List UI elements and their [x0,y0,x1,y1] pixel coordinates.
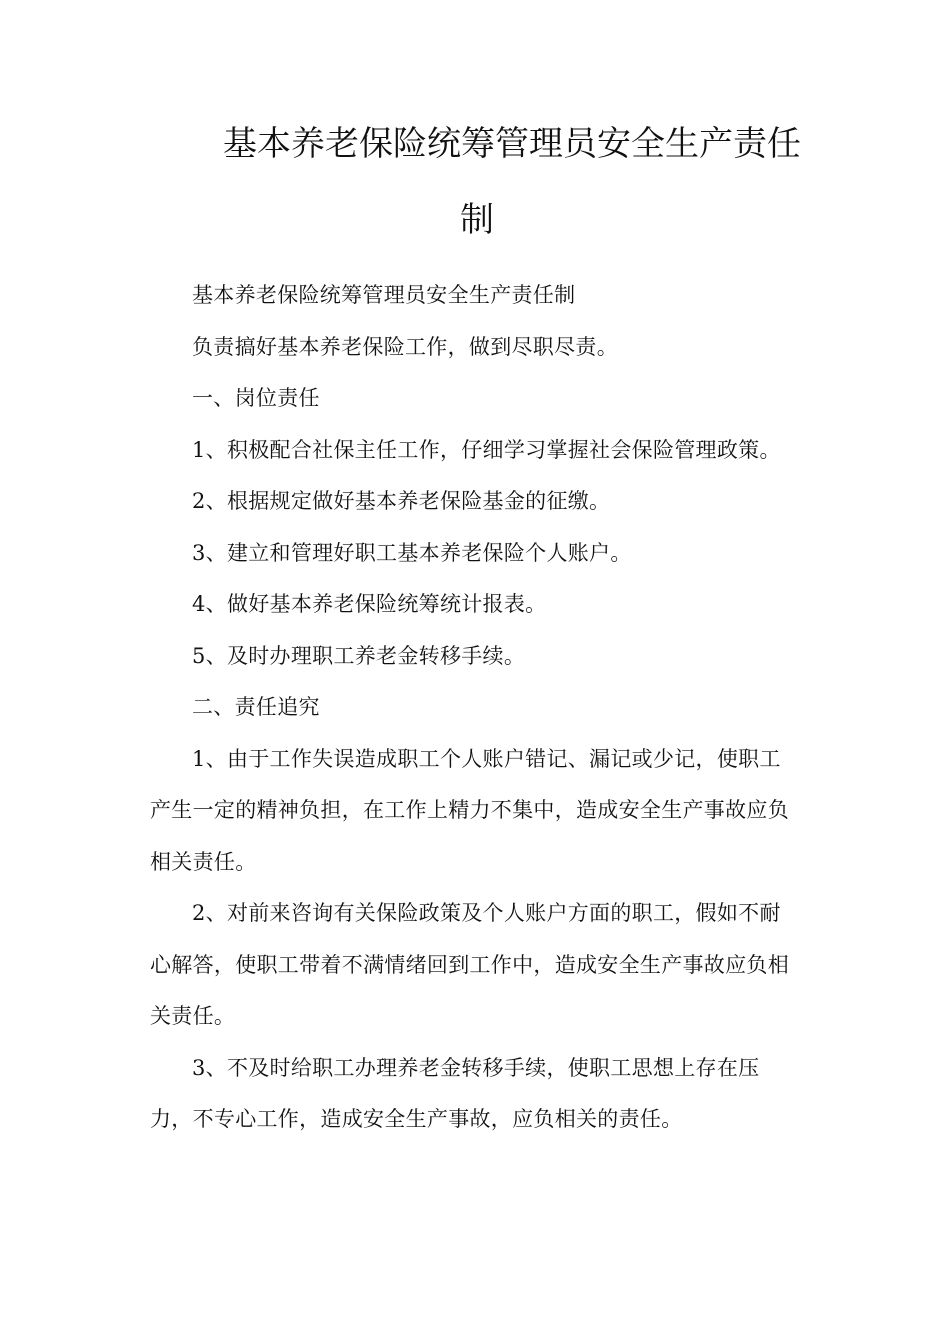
accountability-item: 3、不及时给职工办理养老金转移手续，使职工思想上存在压力，不专心工作，造成安全生产事故，应负相关的责任。 [150,1055,760,1131]
duty-item: 4、做好基本养老保险统筹统计报表。 [192,592,547,616]
paragraph-intro: 负责搞好基本养老保险工作，做到尽职尽责。 [192,334,618,359]
section-heading-duties: 一、岗位责任 [192,386,320,410]
duty-item: 5、及时办理职工养老金转移手续。 [192,643,526,668]
accountability-item: 2、对前来咨询有关保险政策及个人账户方面的职工，假如不耐心解答，使职工带着不满情绪回到工作中，造成安全生产事故应负相关责任。 [150,901,789,1028]
duty-item: 1、积极配合社保主任工作，仔细学习掌握社会保险管理政策。 [192,437,781,462]
accountability-item: 1、由于工作失误造成职工个人账户错记、漏记或少记，使职工产生一定的精神负担，在工作上精力不集中，造成安全生产事故应负相关责任。 [150,746,789,874]
document-title-line1: 基本养老保险统筹管理员安全生产责任 [223,124,801,164]
document-title-line2: 制 [460,200,494,240]
duty-item: 3、建立和管理好职工基本养老保险个人账户。 [192,540,632,565]
paragraph-subtitle: 基本养老保险统筹管理员安全生产责任制 [192,283,576,307]
duty-item: 2、根据规定做好基本养老保险基金的征缴。 [192,489,611,513]
section-heading-accountability: 二、责任追究 [192,695,320,719]
document-body [150,270,800,1146]
